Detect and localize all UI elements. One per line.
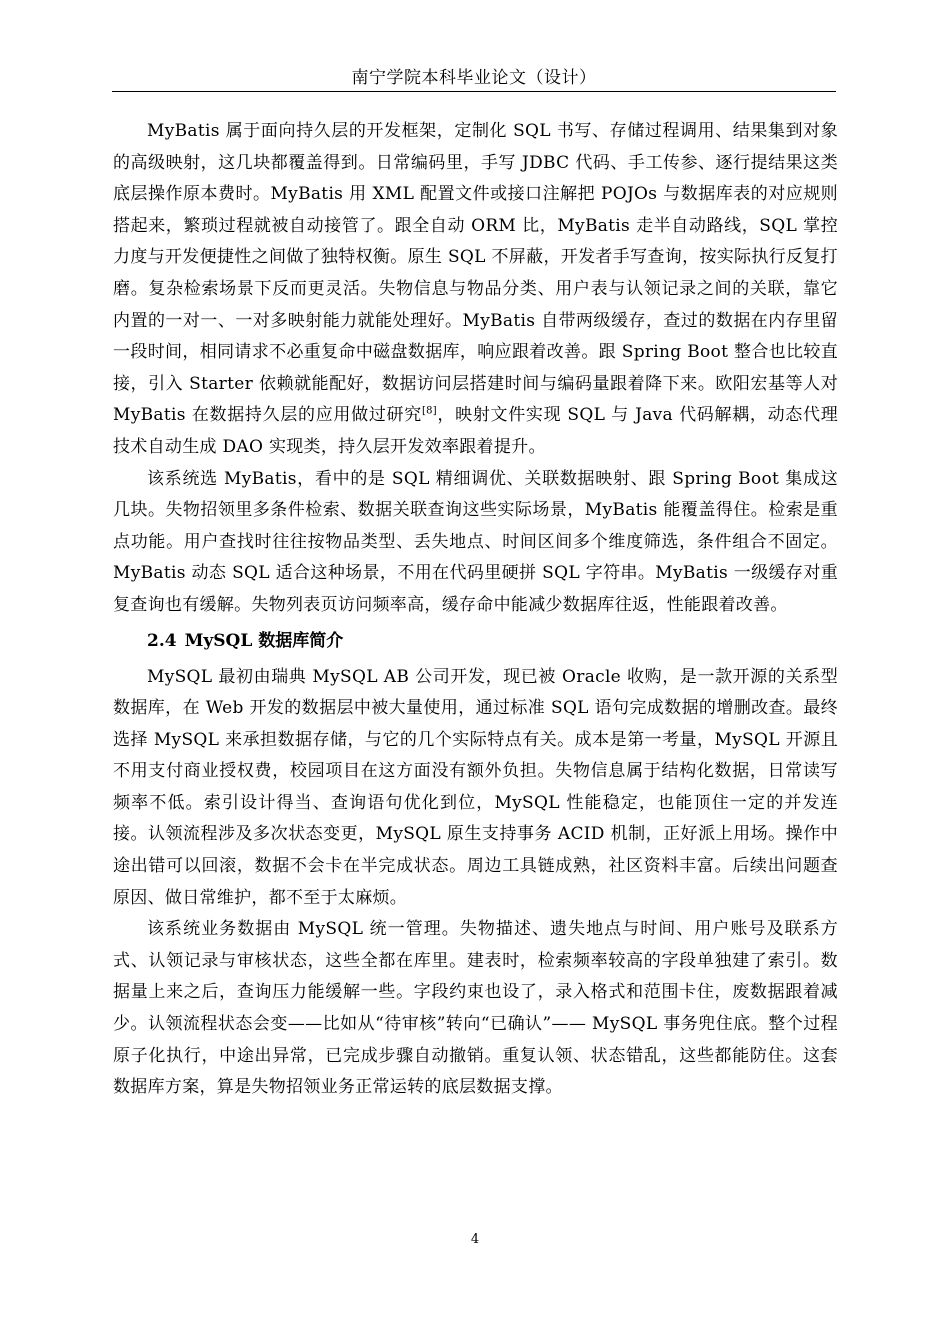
paragraph-text: MyBatis 属于面向持久层的开发框架，定制化 SQL 书写、存储过程调用、结果集到对象的高级映射，这几块都覆盖得到。日常编码里，手写 JDBC 代码、手工传参、逐行提结果这类底层操作原本费时。MyBatis 用 XML 配置文件或接口注解把 POJOs 与数据库表的对应规则搭起来，繁琐过程就被自动接管了。跟全自动 ORM 比，MyBatis 走半自动路线，SQL 掌控力度与开发便捷性之间做了独特权衡。原生 SQL 不屏蔽，开发者手写查询，按实际执行反复打磨。复杂检索场景下反而更灵活。失物信息与物品分类、用户表与认领记录之间的关联，靠它内置的一对一、一对多映射能力就能处理好。MyBatis 自带两级缓存，查过的数据在内存里留一段时间，相同请求不必重复命中磁盘数据库，响应跟着改善。跟 Spring Boot 整合也比较直接，引入 Starter 依赖就能配好，数据访问层搭建时间与编码量跟着降下来。欧阳宏基等人对 MyBatis 在数据持久层的应用做过研究 [113,121,838,426]
paragraph-mysql-usage: 该系统业务数据由 MySQL 统一管理。失物描述、遗失地点与时间、用户账号及联系方式、认领记录与审核状态，这些全都在库里。建表时，检索频率较高的字段单独建了索引。数据量上来之后，查询压力能缓解一些。字段约束也设了，录入格式和范围卡住，废数据跟着减少。认领流程状态会变——比如从“待审核”转向“已确认”—— MySQL 事务兜住底。整个过程原子化执行，中途出异常，已完成步骤自动撤销。重复认领、状态错乱，这些都能防住。这套数据库方案，算是失物招领业务正常运转的底层数据支撑。 [113,919,838,1098]
citation-8: [8] [421,405,438,417]
page-header: 南宁学院本科毕业论文（设计） [351,68,597,88]
paragraph-text: ，映射文件实现 SQL 与 Java 代码解耦，动态代理技术自动生成 DAO 实现类，持久层开发效率跟着提升。 [113,405,838,457]
page-number: 4 [470,1232,480,1247]
paragraph-mybatis-selection: 该系统选 MyBatis，看中的是 SQL 精细调优、关联数据映射、跟 Spring Boot 集成这几块。失物招领里多条件检索、数据关联查询这些实际场景，MyBatis 能覆盖得住。检索是重点功能。用户查找时往往按物品类型、丢失地点、时间区间多个维度筛选，条件组合不固定。MyBatis 动态 SQL 适合这种场景，不用在代码里硬拼 SQL 字符串。MyBatis 一级缓存对重复查询也有缓解。失物列表页访问频率高，缓存命中能减少数据库往返，性能跟着改善。 [113,468,838,615]
header-rule [112,91,836,92]
section-heading [113,626,838,657]
section-number: 2.4 [147,630,177,651]
section-title: MySQL 数据库简介 [184,630,344,651]
body-text [113,116,838,1104]
paragraph-mysql-intro: MySQL 最初由瑞典 MySQL AB 公司开发，现已被 Oracle 收购，是一款开源的关系型数据库，在 Web 开发的数据层中被大量使用，通过标准 SQL 语句完成数据的增删改查。最终选择 MySQL 来承担数据存储，与它的几个实际特点有关。成本是第一考量，MySQL 开源且不用支付商业授权费，校园项目在这方面没有额外负担。失物信息属于结构化数据，日常读写频率不低。索引设计得当、查询语句优化到位，MySQL 性能稳定，也能顶住一定的并发连接。认领流程涉及多次状态变更，MySQL 原生支持事务 ACID 机制，正好派上用场。操作中途出错可以回滚，数据不会卡在半完成状态。周边工具链成熟，社区资料丰富。后续出问题查原因、做日常维护，都不至于太麻烦。 [113,666,838,908]
paragraph-mybatis-intro [113,116,838,464]
